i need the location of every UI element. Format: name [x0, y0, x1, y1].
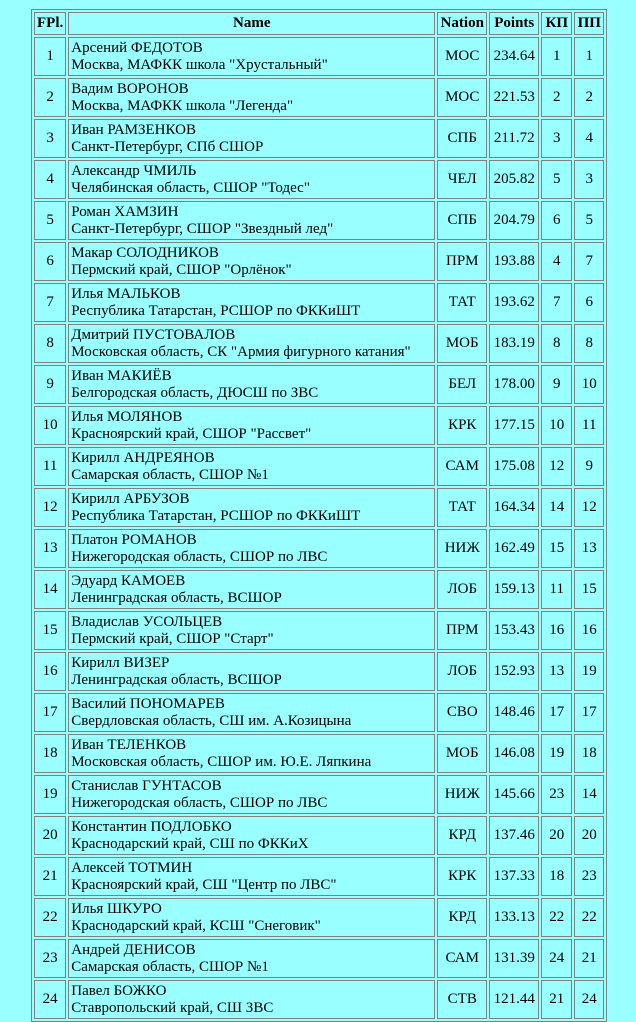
nation-cell: КРД: [437, 816, 487, 855]
kp-rank-cell: 11: [541, 570, 572, 609]
points-cell: 205.82: [489, 160, 539, 199]
skater-name: Владислав УСОЛЬЦЕВ: [71, 613, 223, 630]
nation-cell: ПРМ: [437, 611, 487, 650]
skater-name: Илья МОЛЯНОВ: [71, 408, 183, 425]
kp-rank-cell: 20: [541, 816, 572, 855]
skater-cell: [68, 652, 435, 691]
skater-club: Москва, МАФКК школа "Легенда": [71, 97, 294, 114]
table-row: [34, 775, 604, 814]
skater-cell: [68, 529, 435, 568]
header-kp: КП: [541, 12, 572, 35]
points-cell: 193.62: [489, 283, 539, 322]
header-place: FPl.: [34, 12, 66, 35]
skater-name: Иван РАМЗЕНКОВ: [71, 121, 196, 138]
skater-cell: [68, 242, 435, 281]
skater-cell: [68, 406, 435, 445]
skater-name: Иван МАКИЁВ: [71, 367, 172, 384]
place-cell: 9: [34, 365, 66, 404]
nation-cell: САМ: [437, 939, 487, 978]
pp-rank-cell: 2: [574, 78, 604, 117]
place-cell: 2: [34, 78, 66, 117]
skater-cell: [68, 324, 435, 363]
points-cell: 137.46: [489, 816, 539, 855]
skater-name: Павел БОЖКО: [71, 982, 167, 999]
pp-rank-cell: 8: [574, 324, 604, 363]
points-cell: 153.43: [489, 611, 539, 650]
points-cell: 162.49: [489, 529, 539, 568]
skater-club: Московская область, СШОР им. Ю.Е. Ляпкина: [71, 753, 372, 770]
kp-rank-cell: 2: [541, 78, 572, 117]
nation-cell: НИЖ: [437, 775, 487, 814]
skater-cell: [68, 857, 435, 896]
skater-cell: [68, 283, 435, 322]
pp-rank-cell: 24: [574, 980, 604, 1019]
nation-cell: СПБ: [437, 119, 487, 158]
skater-cell: [68, 898, 435, 937]
place-cell: 13: [34, 529, 66, 568]
table-row: [34, 488, 604, 527]
table-row: [34, 611, 604, 650]
pp-rank-cell: 3: [574, 160, 604, 199]
pp-rank-cell: 4: [574, 119, 604, 158]
table-row: [34, 529, 604, 568]
table-row: [34, 78, 604, 117]
skater-club: Челябинская область, СШОР "Тодес": [71, 179, 310, 196]
points-cell: 148.46: [489, 693, 539, 732]
skater-cell: [68, 570, 435, 609]
skater-cell: [68, 119, 435, 158]
nation-cell: СПБ: [437, 201, 487, 240]
points-cell: 234.64: [489, 37, 539, 76]
skater-cell: [68, 37, 435, 76]
skater-cell: [68, 980, 435, 1019]
pp-rank-cell: 22: [574, 898, 604, 937]
nation-cell: МОС: [437, 78, 487, 117]
place-cell: 12: [34, 488, 66, 527]
skater-name: Василий ПОНОМАРЕВ: [71, 695, 225, 712]
skater-name: Кирилл ВИЗЕР: [71, 654, 170, 671]
table-row: [34, 857, 604, 896]
points-cell: 204.79: [489, 201, 539, 240]
skater-club: Белгородская область, ДЮСШ по ЗВС: [71, 384, 319, 401]
pp-rank-cell: 23: [574, 857, 604, 896]
place-cell: 17: [34, 693, 66, 732]
nation-cell: СТВ: [437, 980, 487, 1019]
table-row: [34, 816, 604, 855]
skater-name: Кирилл АНДРЕЯНОВ: [71, 449, 215, 466]
skater-cell: [68, 734, 435, 773]
skater-club: Самарская область, СШОР №1: [71, 958, 269, 975]
table-row: [34, 939, 604, 978]
kp-rank-cell: 5: [541, 160, 572, 199]
place-cell: 8: [34, 324, 66, 363]
skater-club: Нижегородская область, СШОР по ЛВС: [71, 794, 328, 811]
header-points: Points: [489, 12, 539, 35]
pp-rank-cell: 10: [574, 365, 604, 404]
skater-cell: [68, 78, 435, 117]
header-name: Name: [68, 12, 435, 35]
skater-club: Санкт-Петербург, СШОР "Звездный лед": [71, 220, 334, 237]
table-row: [34, 447, 604, 486]
pp-rank-cell: 18: [574, 734, 604, 773]
table-row: [34, 324, 604, 363]
place-cell: 7: [34, 283, 66, 322]
place-cell: 5: [34, 201, 66, 240]
pp-rank-cell: 12: [574, 488, 604, 527]
points-cell: 175.08: [489, 447, 539, 486]
table-row: [34, 898, 604, 937]
header-nation: Nation: [437, 12, 487, 35]
skater-club: Ставропольский край, СШ ЗВС: [71, 999, 274, 1016]
skater-club: Красноярский край, СШ "Центр по ЛВС": [71, 876, 337, 893]
nation-cell: ЧЕЛ: [437, 160, 487, 199]
table-row: [34, 160, 604, 199]
place-cell: 16: [34, 652, 66, 691]
pp-rank-cell: 11: [574, 406, 604, 445]
points-cell: 159.13: [489, 570, 539, 609]
nation-cell: САМ: [437, 447, 487, 486]
header-row: [34, 12, 604, 35]
place-cell: 14: [34, 570, 66, 609]
skater-cell: [68, 201, 435, 240]
place-cell: 24: [34, 980, 66, 1019]
pp-rank-cell: 15: [574, 570, 604, 609]
points-cell: 221.53: [489, 78, 539, 117]
skater-name: Эдуард КАМОЕВ: [71, 572, 186, 589]
skater-cell: [68, 775, 435, 814]
points-cell: 131.39: [489, 939, 539, 978]
table-row: [34, 201, 604, 240]
pp-rank-cell: 5: [574, 201, 604, 240]
kp-rank-cell: 14: [541, 488, 572, 527]
place-cell: 22: [34, 898, 66, 937]
skater-club: Пермский край, СШОР "Орлёнок": [71, 261, 292, 278]
skater-club: Красноярский край, СШОР "Рассвет": [71, 425, 312, 442]
skater-name: Илья МАЛЬКОВ: [71, 285, 181, 302]
nation-cell: КРД: [437, 898, 487, 937]
skater-club: Санкт-Петербург, СПб СШОР: [71, 138, 264, 155]
pp-rank-cell: 13: [574, 529, 604, 568]
table-row: [34, 37, 604, 76]
kp-rank-cell: 9: [541, 365, 572, 404]
kp-rank-cell: 4: [541, 242, 572, 281]
nation-cell: БЕЛ: [437, 365, 487, 404]
skater-cell: [68, 365, 435, 404]
nation-cell: КРК: [437, 406, 487, 445]
points-cell: 133.13: [489, 898, 539, 937]
kp-rank-cell: 22: [541, 898, 572, 937]
kp-rank-cell: 18: [541, 857, 572, 896]
skater-club: Нижегородская область, СШОР по ЛВС: [71, 548, 328, 565]
skater-club: Краснодарский край, КСШ "Снеговик": [71, 917, 321, 934]
nation-cell: ТАТ: [437, 283, 487, 322]
skater-name: Арсений ФЕДОТОВ: [71, 39, 203, 56]
kp-rank-cell: 23: [541, 775, 572, 814]
table-row: [34, 242, 604, 281]
points-cell: 183.19: [489, 324, 539, 363]
skater-name: Макар СОЛОДНИКОВ: [71, 244, 219, 261]
table-row: [34, 406, 604, 445]
skater-name: Станислав ГУНТАСОВ: [71, 777, 222, 794]
skater-cell: [68, 816, 435, 855]
place-cell: 6: [34, 242, 66, 281]
skater-name: Дмитрий ПУСТОВАЛОВ: [71, 326, 236, 343]
skater-cell: [68, 447, 435, 486]
results-table: [31, 9, 607, 1022]
skater-club: Ленинградская область, ВСШОР: [71, 671, 282, 688]
skater-name: Илья ШКУРО: [71, 900, 162, 917]
skater-name: Роман ХАМЗИН: [71, 203, 179, 220]
skater-cell: [68, 488, 435, 527]
points-cell: 193.88: [489, 242, 539, 281]
pp-rank-cell: 14: [574, 775, 604, 814]
skater-cell: [68, 693, 435, 732]
table-row: [34, 283, 604, 322]
place-cell: 19: [34, 775, 66, 814]
header-pp: ПП: [574, 12, 604, 35]
kp-rank-cell: 3: [541, 119, 572, 158]
points-cell: 178.00: [489, 365, 539, 404]
skater-club: Москва, МАФКК школа "Хрустальный": [71, 56, 328, 73]
place-cell: 3: [34, 119, 66, 158]
pp-rank-cell: 19: [574, 652, 604, 691]
points-cell: 145.66: [489, 775, 539, 814]
points-cell: 177.15: [489, 406, 539, 445]
skater-club: Республика Татарстан, РСШОР по ФККиШТ: [71, 507, 361, 524]
kp-rank-cell: 15: [541, 529, 572, 568]
pp-rank-cell: 6: [574, 283, 604, 322]
skater-cell: [68, 939, 435, 978]
pp-rank-cell: 21: [574, 939, 604, 978]
kp-rank-cell: 21: [541, 980, 572, 1019]
pp-rank-cell: 9: [574, 447, 604, 486]
pp-rank-cell: 16: [574, 611, 604, 650]
skater-name: Кирилл АРБУЗОВ: [71, 490, 190, 507]
place-cell: 15: [34, 611, 66, 650]
place-cell: 4: [34, 160, 66, 199]
skater-name: Вадим ВОРОНОВ: [71, 80, 189, 97]
skater-club: Республика Татарстан, РСШОР по ФККиШТ: [71, 302, 361, 319]
place-cell: 1: [34, 37, 66, 76]
table-row: [34, 652, 604, 691]
nation-cell: ТАТ: [437, 488, 487, 527]
nation-cell: НИЖ: [437, 529, 487, 568]
skater-club: Московская область, СК "Армия фигурного катания": [71, 343, 411, 360]
place-cell: 10: [34, 406, 66, 445]
skater-name: Константин ПОДЛОБКО: [71, 818, 232, 835]
nation-cell: МОС: [437, 37, 487, 76]
nation-cell: МОБ: [437, 734, 487, 773]
pp-rank-cell: 17: [574, 693, 604, 732]
kp-rank-cell: 7: [541, 283, 572, 322]
place-cell: 23: [34, 939, 66, 978]
points-cell: 164.34: [489, 488, 539, 527]
pp-rank-cell: 20: [574, 816, 604, 855]
skater-club: Свердловская область, СШ им. А.Козицына: [71, 712, 352, 729]
place-cell: 21: [34, 857, 66, 896]
skater-club: Пермский край, СШОР "Старт": [71, 630, 274, 647]
points-cell: 152.93: [489, 652, 539, 691]
nation-cell: СВО: [437, 693, 487, 732]
table-row: [34, 734, 604, 773]
table-row: [34, 119, 604, 158]
table-row: [34, 980, 604, 1019]
skater-club: Самарская область, СШОР №1: [71, 466, 269, 483]
kp-rank-cell: 1: [541, 37, 572, 76]
kp-rank-cell: 10: [541, 406, 572, 445]
nation-cell: ЛОБ: [437, 570, 487, 609]
skater-club: Краснодарский край, СШ по ФККиХ: [71, 835, 309, 852]
kp-rank-cell: 13: [541, 652, 572, 691]
pp-rank-cell: 1: [574, 37, 604, 76]
points-cell: 211.72: [489, 119, 539, 158]
skater-cell: [68, 611, 435, 650]
table-row: [34, 365, 604, 404]
points-cell: 137.33: [489, 857, 539, 896]
kp-rank-cell: 16: [541, 611, 572, 650]
nation-cell: МОБ: [437, 324, 487, 363]
skater-name: Иван ТЕЛЕНКОВ: [71, 736, 187, 753]
kp-rank-cell: 8: [541, 324, 572, 363]
pp-rank-cell: 7: [574, 242, 604, 281]
skater-club: Ленинградская область, ВСШОР: [71, 589, 282, 606]
points-cell: 146.08: [489, 734, 539, 773]
skater-cell: [68, 160, 435, 199]
kp-rank-cell: 6: [541, 201, 572, 240]
place-cell: 20: [34, 816, 66, 855]
place-cell: 11: [34, 447, 66, 486]
nation-cell: КРК: [437, 857, 487, 896]
table-row: [34, 570, 604, 609]
kp-rank-cell: 12: [541, 447, 572, 486]
nation-cell: ЛОБ: [437, 652, 487, 691]
kp-rank-cell: 19: [541, 734, 572, 773]
skater-name: Александр ЧМИЛЬ: [71, 162, 197, 179]
table-row: [34, 693, 604, 732]
points-cell: 121.44: [489, 980, 539, 1019]
skater-name: Алексей ТОТМИН: [71, 859, 193, 876]
place-cell: 18: [34, 734, 66, 773]
kp-rank-cell: 17: [541, 693, 572, 732]
skater-name: Платон РОМАНОВ: [71, 531, 197, 548]
nation-cell: ПРМ: [437, 242, 487, 281]
skater-name: Андрей ДЕНИСОВ: [71, 941, 196, 958]
kp-rank-cell: 24: [541, 939, 572, 978]
